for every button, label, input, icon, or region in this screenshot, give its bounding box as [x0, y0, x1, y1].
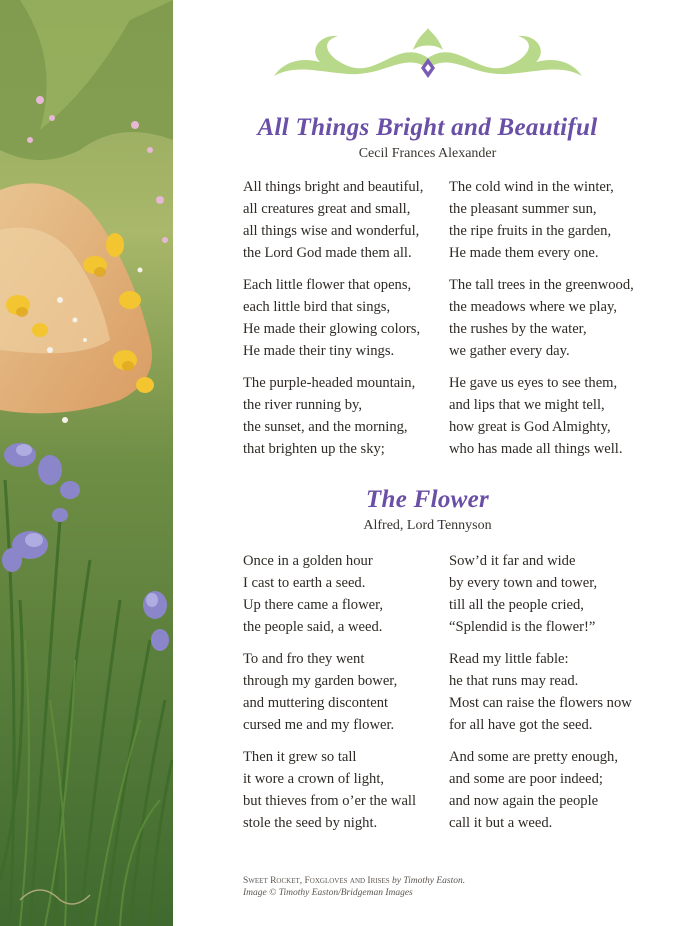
verse-line: we gather every day.	[449, 343, 570, 359]
poem-page	[173, 0, 682, 926]
caption-artwork-line	[243, 875, 465, 887]
stanza	[243, 176, 423, 264]
verse-line: the meadows where we play,	[449, 299, 618, 315]
caption-artwork-title: Sweet Rocket, Foxgloves and Irises	[243, 876, 390, 886]
poem-title: The Flower	[365, 486, 490, 513]
verse-line: and some are poor indeed;	[449, 771, 603, 787]
stanza	[243, 372, 415, 460]
verse-line: all creatures great and small,	[243, 201, 411, 217]
verse-line: I cast to earth a seed.	[243, 575, 366, 591]
stanza	[243, 746, 416, 834]
verse-line: each little bird that sings,	[243, 299, 391, 315]
image-caption	[243, 875, 465, 899]
verse-line: by every town and tower,	[449, 575, 598, 591]
stanza	[449, 648, 632, 736]
stanza	[243, 648, 397, 736]
stanza	[449, 550, 597, 638]
poem-author: Cecil Frances Alexander	[358, 146, 497, 161]
verse-line: for all have got the seed.	[449, 717, 593, 733]
verse-line: the rushes by the water,	[449, 321, 587, 337]
caption-credit	[243, 887, 465, 899]
verse-line: cursed me and my flower.	[243, 717, 395, 733]
poem-author: Alfred, Lord Tennyson	[363, 518, 492, 533]
verse-line: the pleasant summer sun,	[449, 201, 597, 217]
verse-line: and lips that we might tell,	[449, 397, 605, 413]
stanza	[449, 372, 622, 460]
stanza	[449, 176, 614, 264]
verse-line: He gave us eyes to see them,	[449, 375, 618, 391]
verse-line: Once in a golden hour	[243, 553, 373, 569]
verse-line: but thieves from o’er the wall	[243, 793, 417, 809]
verse-line: Then it grew so tall	[243, 749, 357, 765]
verse-line: the Lord God made them all.	[243, 245, 412, 261]
verse-line: “Splendid is the flower!”	[449, 619, 596, 635]
verse-line: and muttering discontent	[243, 695, 389, 711]
garden-painting	[0, 0, 173, 926]
verse-line: He made their tiny wings.	[243, 343, 395, 359]
verse-line: Read my little fable:	[449, 651, 569, 667]
verse-line: that brighten up the sky;	[243, 441, 385, 457]
stanza	[243, 550, 383, 638]
verse-line: and now again the people	[449, 793, 599, 809]
verse-line: the ripe fruits in the garden,	[449, 223, 612, 239]
verse-line: stole the seed by night.	[243, 815, 378, 831]
poem-title: All Things Bright and Beautiful	[257, 114, 598, 141]
verse-line: To and fro they went	[243, 651, 365, 667]
verse-line: The cold wind in the winter,	[449, 179, 614, 195]
verse-line: call it but a weed.	[449, 815, 553, 831]
verse-line: he that runs may read.	[449, 673, 579, 689]
stanza	[243, 274, 420, 362]
verse-line: Each little flower that opens,	[243, 277, 412, 293]
verse-line: The tall trees in the greenwood,	[449, 277, 634, 293]
verse-line: the river running by,	[243, 397, 363, 413]
verse-line: The purple-headed mountain,	[243, 375, 416, 391]
verse-line: Most can raise the flowers now	[449, 695, 632, 711]
verse-line: the sunset, and the morning,	[243, 419, 408, 435]
verse-line: Sow’d it far and wide	[449, 553, 576, 569]
verse-line: till all the people cried,	[449, 597, 584, 613]
stanza	[449, 746, 618, 834]
verse-line: Up there came a flower,	[243, 597, 384, 613]
verse-line: He made their glowing colors,	[243, 321, 421, 337]
verse-line: the people said, a weed.	[243, 619, 383, 635]
verse-line: all things wise and wonderful,	[243, 223, 420, 239]
verse-line: through my garden bower,	[243, 673, 398, 689]
flourish-ornament-icon	[268, 28, 588, 88]
verse-line: He made them every one.	[449, 245, 599, 261]
caption-credit-text: Image © Timothy Easton/Bridgeman Images	[243, 888, 413, 898]
stanza	[449, 274, 634, 362]
verse-line: it wore a crown of light,	[243, 771, 385, 787]
caption-artist: by Timothy Easton.	[392, 876, 466, 886]
verse-line: All things bright and beautiful,	[243, 179, 424, 195]
verse-line: how great is God Almighty,	[449, 419, 611, 435]
verse-line: who has made all things well.	[449, 441, 623, 457]
verse-line: And some are pretty enough,	[449, 749, 618, 765]
